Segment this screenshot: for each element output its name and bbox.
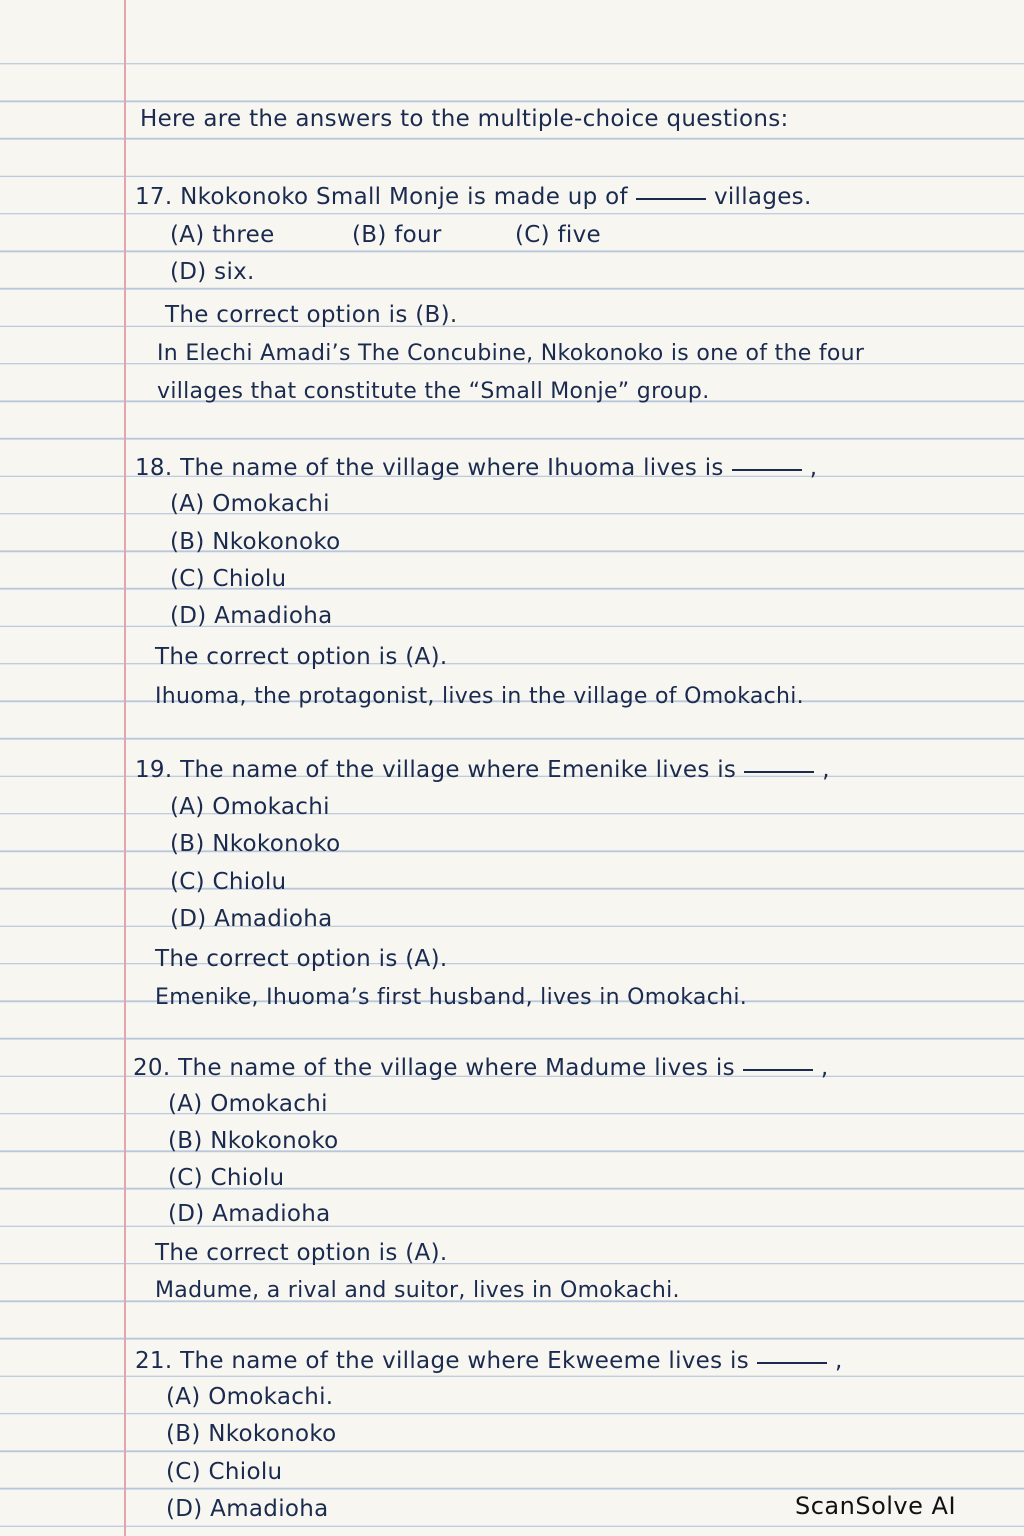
stem-after: , <box>822 757 830 783</box>
option-a: (A) Omokachi. <box>166 1384 334 1410</box>
stem-before: Nkokonoko Small Monje is made up of <box>180 184 628 210</box>
answer-blank <box>743 1069 813 1071</box>
stem-after: , <box>820 1055 829 1081</box>
stem-after: , <box>835 1348 843 1374</box>
stem-before: The name of the village where Ihuoma lives is <box>180 455 724 481</box>
option-d: (D) Amadioha <box>166 1496 329 1522</box>
explanation-line: Madume, a rival and suitor, lives in Omokachi. <box>155 1278 680 1303</box>
option-a: (A) three <box>170 222 275 248</box>
option-a: (A) Omokachi <box>168 1091 328 1117</box>
explanation-line: Emenike, Ihuoma’s first husband, lives in Omokachi. <box>155 985 748 1010</box>
answer-blank <box>732 469 802 471</box>
option-c: (C) Chiolu <box>170 566 287 592</box>
question-stem <box>135 757 830 783</box>
option-d: (D) Amadioha <box>170 906 333 932</box>
stem-after: , <box>809 455 818 481</box>
intro-text: Here are the answers to the multiple-choice questions: <box>140 106 789 132</box>
answer-text: The correct option is (B). <box>165 302 458 328</box>
answer-blank <box>744 771 814 773</box>
option-c: (C) Chiolu <box>168 1165 285 1191</box>
answer-blank <box>757 1362 827 1364</box>
answer-text: The correct option is (A). <box>155 946 448 972</box>
stem-before: The name of the village where Emenike lives is <box>180 757 737 783</box>
stem-before: The name of the village where Ekweeme lives is <box>180 1348 749 1374</box>
answer-text: The correct option is (A). <box>155 644 448 670</box>
explanation-line: villages that constitute the “Small Monje” group. <box>157 379 710 404</box>
option-b: (B) four <box>352 222 442 248</box>
stem-after: villages. <box>713 184 812 210</box>
question-stem <box>133 1055 828 1081</box>
question-number: 18. <box>135 455 173 481</box>
explanation-line: In Elechi Amadi’s The Concubine, Nkokonoko is one of the four <box>157 341 865 366</box>
option-b: (B) Nkokonoko <box>166 1421 337 1447</box>
option-a: (A) Omokachi <box>170 794 330 820</box>
option-a: (A) Omokachi <box>170 491 330 517</box>
option-c: (C) Chiolu <box>170 869 287 895</box>
stem-before: The name of the village where Madume lives is <box>178 1055 735 1081</box>
answer-text: The correct option is (A). <box>155 1240 448 1266</box>
option-c: (C) Chiolu <box>166 1459 283 1485</box>
option-b: (B) Nkokonoko <box>168 1128 339 1154</box>
question-number: 17. <box>135 184 173 210</box>
option-b: (B) Nkokonoko <box>170 529 341 555</box>
explanation-line: Ihuoma, the protagonist, lives in the village of Omokachi. <box>155 684 804 709</box>
option-d: (D) six. <box>170 259 255 285</box>
brand-watermark: ScanSolve AI <box>795 1492 957 1520</box>
question-stem <box>135 1348 843 1374</box>
answer-blank <box>636 198 706 200</box>
question-stem <box>135 455 817 481</box>
option-d: (D) Amadioha <box>170 603 333 629</box>
margin-line <box>124 0 126 1536</box>
option-b: (B) Nkokonoko <box>170 831 341 857</box>
option-d: (D) Amadioha <box>168 1201 331 1227</box>
option-c: (C) five <box>515 222 601 248</box>
question-number: 21. <box>135 1348 173 1374</box>
question-stem <box>135 184 812 210</box>
question-number: 20. <box>133 1055 171 1081</box>
question-number: 19. <box>135 757 173 783</box>
